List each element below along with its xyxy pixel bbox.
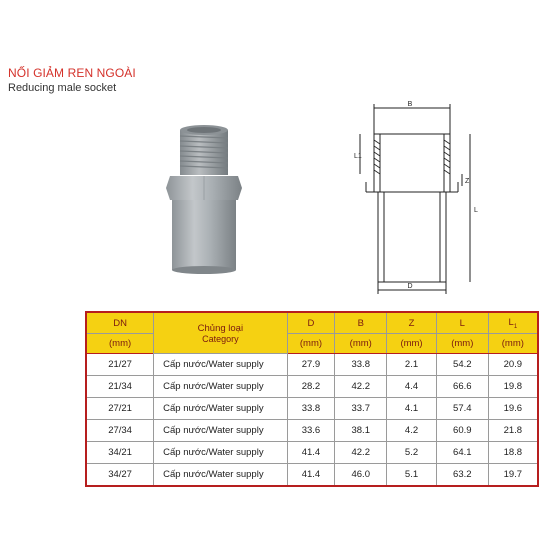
dim-label-d: D — [407, 283, 413, 290]
cell-z: 4.4 — [387, 376, 437, 398]
header-b-unit: (mm) — [335, 334, 387, 354]
cell-l1: 19.6 — [488, 398, 538, 420]
table-row — [86, 354, 538, 376]
cell-dn: 27/34 — [86, 420, 154, 442]
dim-label-l1: L1 — [354, 153, 362, 160]
header-d: D — [287, 312, 335, 334]
cell-d: 33.6 — [287, 420, 335, 442]
dim-label-z: Z — [465, 178, 470, 185]
cell-category: Cấp nước/Water supply — [154, 376, 287, 398]
cell-l: 66.6 — [436, 376, 488, 398]
product-title-vn: NỐI GIẢM REN NGOÀI — [8, 66, 136, 80]
header-z: Z — [387, 312, 437, 334]
header-dn: DN — [86, 312, 154, 334]
cell-z: 4.1 — [387, 398, 437, 420]
cell-dn: 34/21 — [86, 442, 154, 464]
cell-category: Cấp nước/Water supply — [154, 420, 287, 442]
cell-l1: 19.8 — [488, 376, 538, 398]
product-photo — [150, 118, 260, 278]
cell-z: 2.1 — [387, 354, 437, 376]
cell-l: 60.9 — [436, 420, 488, 442]
cell-d: 27.9 — [287, 354, 335, 376]
header-d-unit: (mm) — [287, 334, 335, 354]
header-b: B — [335, 312, 387, 334]
cell-b: 42.2 — [335, 376, 387, 398]
table-row — [86, 376, 538, 398]
cell-l1: 19.7 — [488, 464, 538, 487]
header-l: L — [436, 312, 488, 334]
cell-dn: 21/34 — [86, 376, 154, 398]
cell-dn: 34/27 — [86, 464, 154, 487]
dim-label-b: B — [407, 101, 413, 108]
header-category-vn: Chủng loại — [197, 322, 244, 334]
header-l1-unit: (mm) — [488, 334, 538, 354]
table-row — [86, 442, 538, 464]
cell-l: 64.1 — [436, 442, 488, 464]
cell-l: 54.2 — [436, 354, 488, 376]
cell-z: 4.2 — [387, 420, 437, 442]
cell-d: 28.2 — [287, 376, 335, 398]
cell-l1: 18.8 — [488, 442, 538, 464]
cell-dn: 21/27 — [86, 354, 154, 376]
header-l1-sub: 1 — [513, 323, 518, 330]
header-category — [154, 312, 287, 354]
cell-b: 33.7 — [335, 398, 387, 420]
cell-l: 57.4 — [436, 398, 488, 420]
cell-b: 42.2 — [335, 442, 387, 464]
cell-d: 33.8 — [287, 398, 335, 420]
cell-dn: 27/21 — [86, 398, 154, 420]
cell-z: 5.2 — [387, 442, 437, 464]
cell-b: 38.1 — [335, 420, 387, 442]
header-l1 — [488, 312, 538, 334]
dim-label-l: L — [474, 207, 478, 214]
spec-table — [85, 311, 539, 487]
header-l-unit: (mm) — [436, 334, 488, 354]
cell-l: 63.2 — [436, 464, 488, 487]
cell-category: Cấp nước/Water supply — [154, 354, 287, 376]
header-z-unit: (mm) — [387, 334, 437, 354]
header-category-en: Category — [202, 333, 239, 344]
header-l1-main: L — [508, 316, 514, 328]
cell-l1: 21.8 — [488, 420, 538, 442]
cell-b: 46.0 — [335, 464, 387, 487]
product-title-en: Reducing male socket — [8, 82, 117, 94]
cell-category: Cấp nước/Water supply — [154, 442, 287, 464]
cell-z: 5.1 — [387, 464, 437, 487]
table-row — [86, 420, 538, 442]
cell-category: Cấp nước/Water supply — [154, 464, 287, 487]
cell-category: Cấp nước/Water supply — [154, 398, 287, 420]
cell-b: 33.8 — [335, 354, 387, 376]
cell-l1: 20.9 — [488, 354, 538, 376]
table-row — [86, 464, 538, 487]
cell-d: 41.4 — [287, 442, 335, 464]
table-row — [86, 398, 538, 420]
header-dn-unit: (mm) — [86, 334, 154, 354]
cell-d: 41.4 — [287, 464, 335, 487]
technical-drawing — [340, 100, 490, 300]
